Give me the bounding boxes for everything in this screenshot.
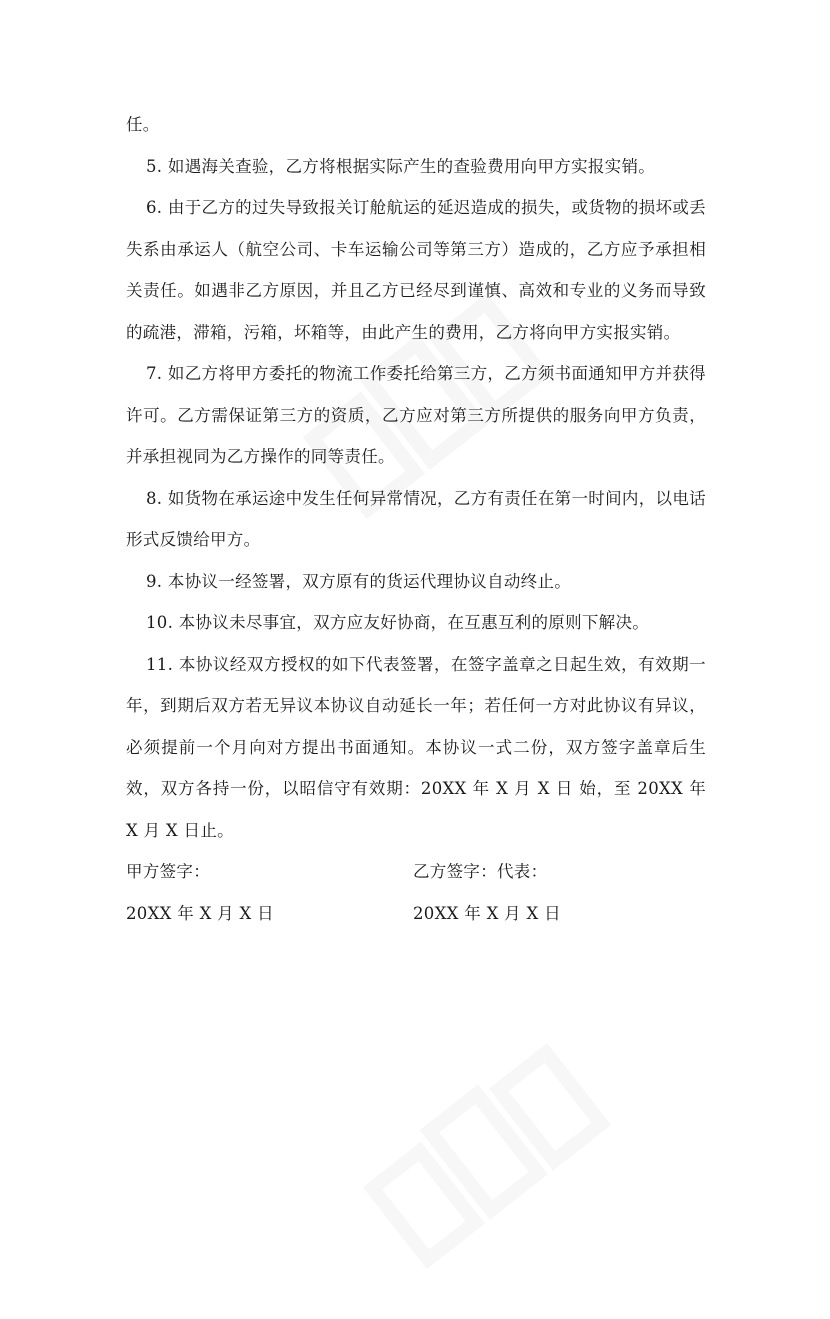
watermark-icon — [326, 1001, 654, 1319]
clause-10: 10. 本协议未尽事宜，双方应友好协商，在互惠互利的原则下解决。 — [146, 613, 650, 632]
signature-label-row — [126, 851, 706, 893]
clause-8: 8. 如货物在承运途中发生任何异常情况，乙方有责任在第一时间内，以电话形式反馈给甲方。 — [126, 488, 706, 549]
paragraph-continuation: 任。 — [126, 115, 160, 134]
clause-9: 9. 本协议一经签署，双方原有的货运代理协议自动终止。 — [146, 571, 572, 591]
party-b-date: 20XX 年 X 月 X 日 — [413, 903, 561, 923]
signature-date-row — [126, 893, 706, 935]
party-a-signature-label: 甲方签字： — [126, 862, 210, 881]
document-body — [126, 104, 706, 934]
clause-5: 5. 如遇海关查验，乙方将根据实际产生的查验费用向甲方实报实销。 — [146, 156, 656, 176]
clause-11: 11. 本协议经双方授权的如下代表签署，在签字盖章之日起生效，有效期一年，到期后双方若无异议本协议自动延长一年；若任何一方对此协议有异议，必须提前一个月向对方提出书面通知。本协议一式二份，双方签字盖章后生效，双方各持一份，以昭信守有效期：20XX 年 X 月 X 日 始，至 20XX 年 X 月 X 日止。 — [126, 654, 706, 840]
party-b-signature-label: 乙方签字：代表： — [413, 862, 548, 881]
party-a-date: 20XX 年 X 月 X 日 — [126, 903, 274, 923]
clause-6: 6. 由于乙方的过失导致报关订舱航运的延迟造成的损失，或货物的损坏或丢失系由承运人（航空公司、卡车运输公司等第三方）造成的，乙方应予承担相关责任。如遇非乙方原因，并且乙方已经尽到谨慎、高效和专业的义务而导致的疏港，滞箱，污箱，坏箱等，由此产生的费用，乙方将向甲方实报实销。 — [126, 198, 706, 342]
clause-7: 7. 如乙方将甲方委托的物流工作委托给第三方，乙方须书面通知甲方并获得许可。乙方需保证第三方的资质，乙方应对第三方所提供的服务向甲方负责，并承担视同为乙方操作的同等责任。 — [126, 364, 706, 466]
